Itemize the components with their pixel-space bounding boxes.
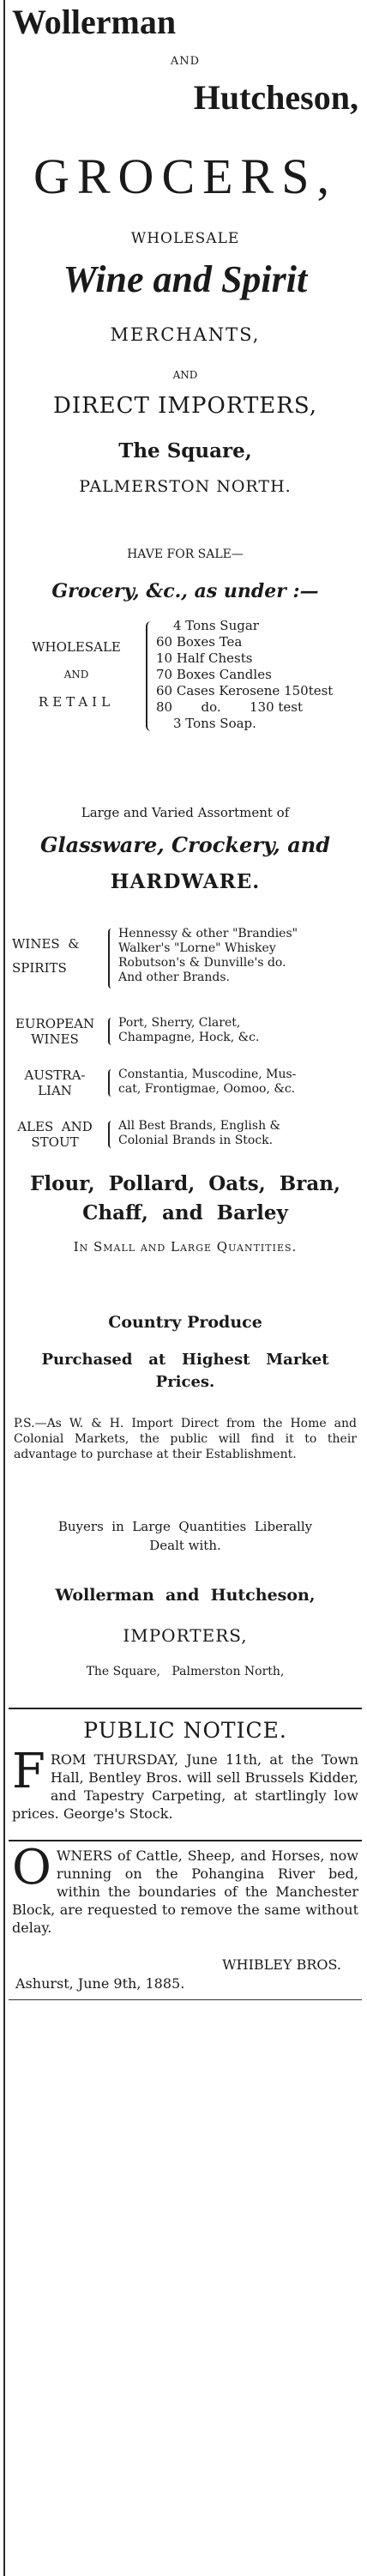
firm-name-hutcheson: Hutcheson, bbox=[193, 78, 358, 117]
wr-brace bbox=[146, 621, 154, 731]
wr-item: 10 Half Chests bbox=[156, 650, 253, 666]
drop-cap-o: O bbox=[12, 1840, 51, 1896]
buyers-line-1: Buyers in Large Quantities Liberally bbox=[57, 1519, 313, 1534]
bottom-divider bbox=[9, 1999, 362, 2000]
hardware-line: HARDWARE. bbox=[110, 870, 261, 893]
wr-label-retail: RETAIL bbox=[38, 694, 115, 710]
wr-item: 80 do. 130 test bbox=[156, 699, 304, 715]
european-label: EUROPEAN bbox=[15, 1016, 95, 1031]
public-notice bbox=[12, 1718, 358, 1829]
european-item: Champagne, Hock, &c. bbox=[118, 1031, 260, 1044]
ales-brace bbox=[108, 1121, 115, 1148]
ales-item: Colonial Brands in Stock. bbox=[118, 1134, 274, 1147]
european-wines-block bbox=[12, 1016, 358, 1050]
wine-and-spirit-heading: Wine and Spirit bbox=[63, 258, 308, 300]
importers-line: IMPORTERS, bbox=[123, 1625, 248, 1646]
wr-item: 70 Boxes Candles bbox=[156, 667, 272, 682]
palmerston-north-line: PALMERSTON NORTH. bbox=[79, 477, 292, 496]
owners-notice-text: WNERS of Cattle, Sheep, and Horses, now running on the Pohangina River bed, within the boundaries of the Manchester Block, are requested to remove the same without delay. bbox=[12, 1847, 358, 1936]
public-notice-text: ROM THURSDAY, June 11th, at the Town Hall, Bentley Bros. will sell Brussels Kidder, and Tapestry Carpeting, at startlingly low prices. George's Stock. bbox=[12, 1751, 358, 1822]
australian-brace bbox=[108, 1069, 115, 1097]
buyers-line-2: Dealt with. bbox=[149, 1538, 221, 1553]
country-produce-line: Country Produce bbox=[108, 1313, 262, 1332]
wines-brace bbox=[108, 928, 115, 989]
purchased-line-1: Purchased at Highest Market bbox=[41, 1351, 329, 1369]
owners-signer: WHIBLEY BROS. bbox=[222, 1956, 341, 1973]
ales-label: ALES AND bbox=[17, 1119, 93, 1134]
column-edge-rule bbox=[3, 0, 5, 2576]
grocery-line: Grocery, &c., as under :— bbox=[51, 580, 319, 602]
european-brace bbox=[108, 1018, 115, 1045]
large-assortment-line: Large and Varied Assortment of bbox=[81, 805, 290, 820]
wr-item: 4 Tons Sugar bbox=[173, 618, 259, 633]
ales-item: All Best Brands, English & bbox=[118, 1119, 281, 1133]
australian-item: Constantia, Muscodine, Mus- bbox=[118, 1067, 297, 1081]
merchants-line: MERCHANTS, bbox=[110, 324, 261, 345]
postscript-paragraph: P.S.—As W. & H. Import Direct from the Home and Colonial Markets, the public will find it to their advantage to purchase at their Establishment. bbox=[14, 1417, 357, 1461]
wholesale-line: WHOLESALE bbox=[130, 230, 240, 247]
and-line: AND bbox=[170, 55, 201, 68]
wines-spirits-block bbox=[12, 927, 358, 995]
wines-item: Hennessy & other "Brandies" bbox=[118, 927, 298, 940]
quantities-line: In Small and Large Quantities. bbox=[73, 1239, 298, 1255]
section-divider bbox=[9, 1708, 362, 1709]
grocers-heading: GROCERS, bbox=[33, 148, 337, 204]
firm-name-wollerman: Wollerman bbox=[12, 3, 177, 41]
flour-line-1: Flour, Pollard, Oats, Bran, bbox=[30, 1172, 340, 1195]
owners-notice bbox=[12, 1840, 358, 1992]
signature-firm: Wollerman and Hutcheson, bbox=[55, 1586, 316, 1605]
owners-dateline: Ashurst, June 9th, 1885. bbox=[15, 1975, 185, 1992]
have-for-sale-line: HAVE FOR SALE— bbox=[127, 547, 244, 561]
wines-label: WINES & bbox=[12, 936, 80, 952]
wholesale-retail-block bbox=[12, 618, 358, 738]
purchased-line-2: Prices. bbox=[155, 1373, 215, 1391]
drop-cap-f: F bbox=[12, 1744, 45, 1799]
ales-stout-block bbox=[12, 1119, 358, 1153]
address-line: The Square, Palmerston North, bbox=[86, 1665, 285, 1678]
wr-label-and: AND bbox=[63, 668, 89, 680]
wines-item: Robutson's & Dunville's do. bbox=[118, 956, 286, 970]
direct-importers-line: DIRECT IMPORTERS, bbox=[52, 393, 318, 419]
european-item: Port, Sherry, Claret, bbox=[118, 1016, 241, 1030]
spirits-label: SPIRITS bbox=[12, 960, 67, 976]
wines-item: Walker's "Lorne" Whiskey bbox=[118, 941, 276, 955]
wr-item: 60 Cases Kerosene 150test bbox=[156, 683, 334, 698]
glassware-line: Glassware, Crockery, and bbox=[39, 832, 331, 857]
public-notice-heading: PUBLIC NOTICE. bbox=[83, 1718, 287, 1743]
stout-label: STOUT bbox=[31, 1134, 79, 1150]
european-wines-label: WINES bbox=[31, 1031, 79, 1047]
section-divider-2 bbox=[9, 1840, 362, 1841]
wr-item: 60 Boxes Tea bbox=[156, 634, 243, 650]
australian-wines-block bbox=[12, 1067, 358, 1102]
public-notice-body bbox=[12, 1744, 358, 1823]
wr-item: 3 Tons Soap. bbox=[173, 716, 256, 731]
australian-item: cat, Frontigmae, Oomoo, &c. bbox=[118, 1082, 296, 1096]
australian-label: AUSTRA- bbox=[24, 1067, 86, 1083]
wr-label-wholesale: WHOLESALE bbox=[32, 639, 121, 655]
flour-line-2: Chaff, and Barley bbox=[82, 1201, 288, 1225]
australian-label-2: LIAN bbox=[38, 1083, 72, 1098]
owners-notice-body bbox=[12, 1840, 358, 1937]
the-square-line: The Square, bbox=[118, 439, 252, 463]
wines-item: And other Brands. bbox=[118, 971, 230, 984]
and-line-2: AND bbox=[172, 369, 198, 381]
